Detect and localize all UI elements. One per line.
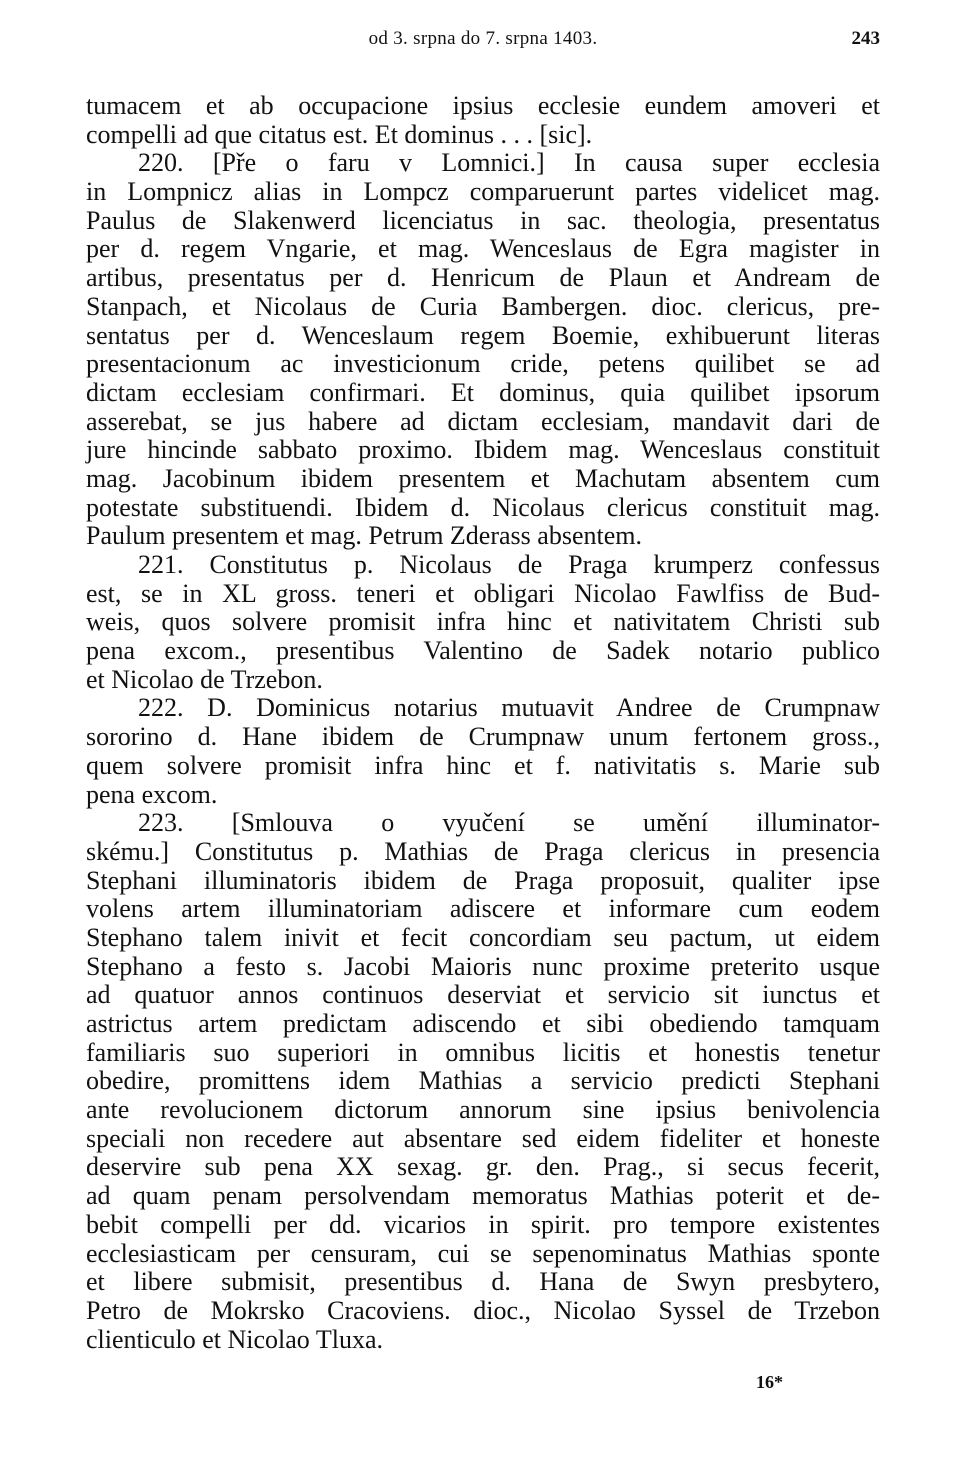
text-line: ad quatuor annos continuos deserviat et servicio sit iunctus et xyxy=(86,980,880,1010)
text-line: est, se in XL gross. teneri et obligari Nicolao Fawlfiss de Bud- xyxy=(86,578,880,608)
text-line: quem solvere promisit infra hinc et f. nativitatis s. Marie sub xyxy=(86,750,880,780)
text-line: asserebat, se jus habere ad dictam ecclesiam, mandavit dari de xyxy=(86,406,880,436)
text-line: pena excom. xyxy=(86,779,218,809)
text-line: Paulum presentem et mag. Petrum Zderass absentem. xyxy=(86,521,642,551)
signature-mark: 16* xyxy=(756,1372,783,1392)
text-line: skému.] Constitutus p. Mathias de Praga clericus in presencia xyxy=(86,836,880,866)
text-line: potestate substituendi. Ibidem d. Nicolaus clericus constituit mag. xyxy=(86,492,880,522)
entry-220-heading: 220. [Pře o faru v Lomnici.] In causa super ecclesia xyxy=(138,148,880,178)
text-line: presentacionum ac investicionum cride, petens quilibet se ad xyxy=(86,349,880,379)
text-line: Stephani illuminatoris ibidem de Praga proposuit, qualiter ipse xyxy=(86,865,880,895)
page-number: 243 xyxy=(851,28,880,49)
text-line: Stephano talem inivit et fecit concordiam seu pactum, ut eidem xyxy=(86,922,880,952)
entry-221-heading: 221. Constitutus p. Nicolaus de Praga krumperz confessus xyxy=(138,550,880,579)
text-line: Stephano a festo s. Jacobi Maioris nunc proxime preterito usque xyxy=(86,951,880,981)
text-line: familiaris suo superiori in omnibus licitis et honestis tenetur xyxy=(86,1037,880,1067)
text-line: sentatus per d. Wenceslaum regem Boemie, exhibuerunt literas xyxy=(86,320,880,350)
text-line: compelli ad que citatus est. Et dominus . . . [sic]. xyxy=(86,119,593,149)
body-text xyxy=(86,92,880,1354)
text-line: et Nicolao de Trzebon. xyxy=(86,664,323,694)
text-line: ad quam penam persolvendam memoratus Mathias poterit et de- xyxy=(86,1181,880,1211)
text-line: pena excom., presentibus Valentino de Sadek notario publico xyxy=(86,636,880,666)
text-line: deservire sub pena XX sexag. gr. den. Prag., si secus fecerit, xyxy=(86,1152,880,1182)
text-line: jure hincinde sabbato proximo. Ibidem mag. Wenceslaus constituit xyxy=(86,435,880,465)
text-line: per d. regem Vngarie, et mag. Wenceslaus de Egra magister in xyxy=(86,234,880,264)
text-line: bebit compelli per dd. vicarios in spirit. pro tempore existentes xyxy=(86,1209,880,1239)
text-line: obedire, promittens idem Mathias a servicio predicti Stephani xyxy=(86,1066,880,1096)
running-title: od 3. srpna do 7. srpna 1403. xyxy=(368,28,598,49)
text-line: Petro de Mokrsko Cracoviens. dioc., Nicolao Syssel de Trzebon xyxy=(86,1295,880,1325)
text-line: speciali non recedere aut absentare sed eidem fideliter et honeste xyxy=(86,1123,880,1153)
text-line: in Lompnicz alias in Lompcz comparuerunt partes videlicet mag. xyxy=(86,177,880,207)
text-line: Paulus de Slakenwerd licenciatus in sac. theologia, presentatus xyxy=(86,205,880,235)
text-line: et libere submisit, presentibus d. Hana de Swyn presbytero, xyxy=(86,1267,880,1297)
text-line: Stanpach, et Nicolaus de Curia Bambergen. dioc. clericus, pre- xyxy=(86,291,880,321)
text-line: artibus, presentatus per d. Henricum de Plaun et Andream de xyxy=(86,263,880,293)
entry-223-heading: 223. [Smlouva o vyučení se umění illuminator- xyxy=(138,808,880,838)
text-line: tumacem et ab occupacione ipsius ecclesie eundem amoveri et xyxy=(86,91,880,120)
text-line: mag. Jacobinum ibidem presentem et Machutam absentem cum xyxy=(86,463,880,493)
entry-222-heading: 222. D. Dominicus notarius mutuavit Andree de Crumpnaw xyxy=(138,693,880,723)
text-line: ante revolucionem dictorum annorum sine ipsius benivolencia xyxy=(86,1095,880,1125)
text-line: dictam ecclesiam confirmari. Et dominus, quia quilibet ipsorum xyxy=(86,377,880,407)
running-head xyxy=(86,28,880,58)
text-line: volens artem illuminatoriam adiscere et informare cum eodem xyxy=(86,894,880,924)
text-line: clienticulo et Nicolao Tluxa. xyxy=(86,1324,383,1354)
text-line: ecclesiasticam per censuram, cui se sepenominatus Mathias sponte xyxy=(86,1238,880,1268)
text-line: weis, quos solvere promisit infra hinc et nativitatem Christi sub xyxy=(86,607,880,637)
text-line: astrictus artem predictam adiscendo et sibi obediendo tamquam xyxy=(86,1009,880,1038)
text-line: sororino d. Hane ibidem de Crumpnaw unum fertonem gross., xyxy=(86,722,880,752)
